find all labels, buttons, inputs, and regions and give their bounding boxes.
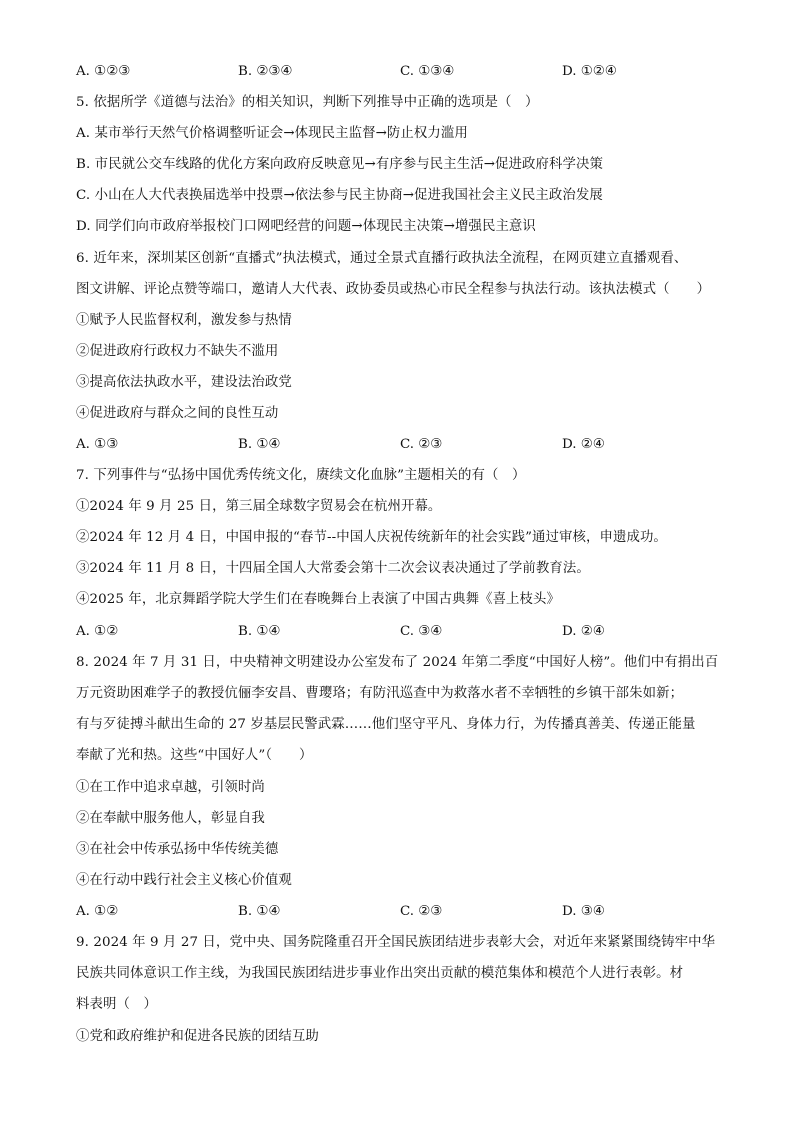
- q7-option-d: D. ②④: [562, 624, 605, 639]
- q7-item-2: ②2024 年 12 月 4 日，中国申报的“春节--中国人庆祝传统新年的社会实践”通过审核，申遗成功。: [76, 530, 667, 545]
- q6-item-2: ②促进政府行政权力不缺失不滥用: [76, 344, 279, 359]
- q7-option-c: C. ③④: [400, 624, 443, 639]
- q8-item-1: ①在工作中追求卓越，引领时尚: [76, 780, 265, 795]
- q8-item-3: ③在社会中传承弘扬中华传统美德: [76, 842, 279, 857]
- q8-option-b: B. ①④: [238, 904, 281, 919]
- q4-option-a: A. ①②③: [76, 64, 131, 79]
- q8-stem-line-3: 有与歹徒搏斗献出生命的 27 岁基层民警武霖……他们坚守平凡、身体力行，为传播真善美、传递正能量: [76, 717, 696, 732]
- q6-options: [76, 435, 736, 455]
- q8-stem-line-2: 万元资助困难学子的教授伉俪李安昌、曹璎珞；有防汛巡查中为救落水者不幸牺牲的乡镇干部朱如新；: [76, 686, 684, 701]
- q6-stem-line-2: 图文讲解、评论点赞等端口，邀请人大代表、政协委员或热心市民全程参与执法行动。该执法模式（ ）: [76, 282, 711, 297]
- q9-item-1: ①党和政府维护和促进各民族的团结互助: [76, 1029, 319, 1044]
- q5-choice-a: A. 某市举行天然气价格调整听证会→体现民主监督→防止权力滥用: [76, 126, 468, 141]
- q7-item-1: ①2024 年 9 月 25 日，第三届全球数字贸易会在杭州开幕。: [76, 499, 442, 514]
- q8-stem-line-1: 8. 2024 年 7 月 31 日，中央精神文明建设办公室发布了 2024 年第二季度“中国好人榜”。他们中有捐出百: [76, 655, 719, 670]
- q4-options: [76, 62, 736, 82]
- q7-options: [76, 622, 736, 642]
- q6-option-a: A. ①③: [76, 437, 119, 452]
- q7-item-3: ③2024 年 11 月 8 日，十四届全国人大常委会第十二次会议表决通过了学前教育法。: [76, 561, 590, 576]
- q4-option-d: D. ①②④: [562, 64, 617, 79]
- q6-item-1: ①赋予人民监督权利，激发参与热情: [76, 313, 292, 328]
- q4-option-b: B. ②③④: [238, 64, 293, 79]
- q7-option-b: B. ①④: [238, 624, 281, 639]
- q8-options: [76, 902, 736, 922]
- q4-option-c: C. ①③④: [400, 64, 455, 79]
- q6-option-d: D. ②④: [562, 437, 605, 452]
- q5-choice-c: C. 小山在人大代表换届选举中投票→依法参与民主协商→促进我国社会主义民主政治发展: [76, 188, 603, 203]
- q6-option-b: B. ①④: [238, 437, 281, 452]
- q5-stem: 5. 依据所学《道德与法治》的相关知识，判断下列推导中正确的选项是（ ）: [76, 95, 539, 110]
- q7-option-a: A. ①②: [76, 624, 119, 639]
- q9-stem-line-2: 民族共同体意识工作主线，为我国民族团结进步事业作出突出贡献的模范集体和模范个人进行表彰。材: [76, 966, 684, 981]
- q6-stem-line-1: 6. 近年来，深圳某区创新“直播式”执法模式，通过全景式直播行政执法全流程，在网页建立直播观看、: [76, 251, 688, 266]
- q9-stem-line-1: 9. 2024 年 9 月 27 日，党中央、国务院隆重召开全国民族团结进步表彰大会，对近年来紧紧围绕铸牢中华: [76, 935, 716, 950]
- q5-choice-d: D. 同学们向市政府举报校门口网吧经营的问题→体现民主决策→增强民主意识: [76, 219, 536, 234]
- q8-item-4: ④在行动中践行社会主义核心价值观: [76, 873, 292, 888]
- q8-item-2: ②在奉献中服务他人，彰显自我: [76, 811, 265, 826]
- q7-stem: 7. 下列事件与“弘扬中国优秀传统文化，赓续文化血脉”主题相关的有（ ）: [76, 468, 526, 483]
- q6-item-3: ③提高依法执政水平，建设法治政党: [76, 375, 292, 390]
- q9-stem-line-3: 料表明（ ）: [76, 997, 157, 1012]
- q5-choice-b: B. 市民就公交车线路的优化方案向政府反映意见→有序参与民主生活→促进政府科学决策: [76, 157, 603, 172]
- q6-option-c: C. ②③: [400, 437, 443, 452]
- q8-option-d: D. ③④: [562, 904, 605, 919]
- q8-option-a: A. ①②: [76, 904, 119, 919]
- q8-stem-line-4: 奉献了光和热。这些“中国好人”（ ）: [76, 748, 313, 763]
- q7-item-4: ④2025 年，北京舞蹈学院大学生们在春晚舞台上表演了中国古典舞《喜上枝头》: [76, 592, 561, 607]
- q8-option-c: C. ②③: [400, 904, 443, 919]
- q6-item-4: ④促进政府与群众之间的良性互动: [76, 406, 279, 421]
